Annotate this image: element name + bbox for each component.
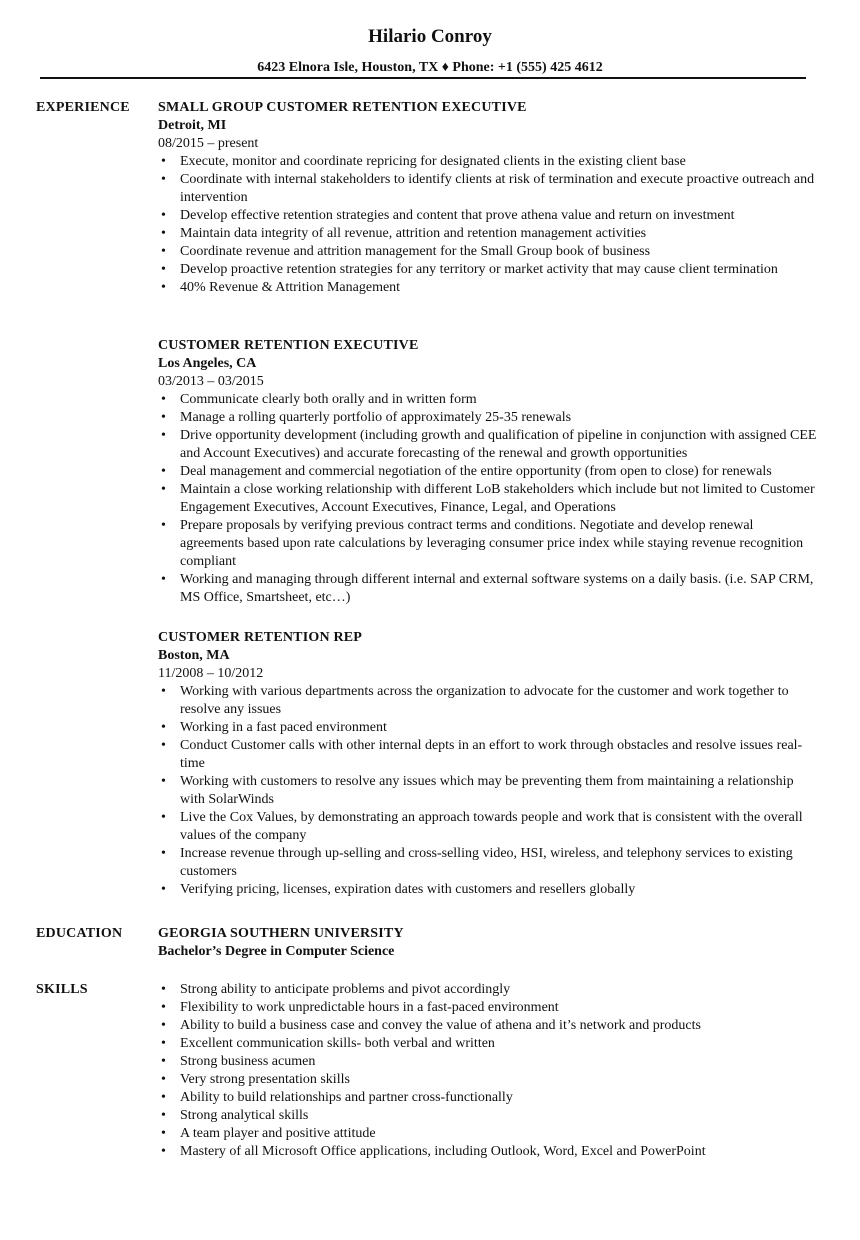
list-item: • Develop effective retention strategies and content that prove athena value and return on investment [158, 207, 818, 225]
list-item: • Strong ability to anticipate problems and pivot accordingly [158, 981, 818, 999]
list-item: • Ability to build a business case and convey the value of athena and it’s network and products [158, 1017, 818, 1035]
job-title: CUSTOMER RETENTION EXECUTIVE [158, 338, 419, 353]
job-entry [158, 629, 818, 899]
list-item: • Strong analytical skills [158, 1107, 818, 1125]
list-item: • Coordinate with internal stakeholders to identify clients at risk of termination and execute proactive outreach and intervention [158, 171, 818, 207]
list-item: • Execute, monitor and coordinate repricing for designated clients in the existing client base [158, 153, 818, 171]
list-item: • Strong business acumen [158, 1053, 818, 1071]
job-dates: 08/2015 – present [158, 136, 259, 151]
list-item: • Increase revenue through up-selling and cross-selling video, HSI, wireless, and telephony services to existing customers [158, 845, 818, 881]
list-item: • Conduct Customer calls with other internal depts in an effort to work through obstacles and resolve issues real-time [158, 737, 818, 773]
school-name: GEORGIA SOUTHERN UNIVERSITY [158, 926, 404, 941]
job-dates: 11/2008 – 10/2012 [158, 666, 264, 681]
job-location: Boston, MA [158, 648, 230, 663]
section-label-skills: SKILLS [36, 982, 88, 997]
list-item: • Manage a rolling quarterly portfolio of approximately 25-35 renewals [158, 409, 818, 427]
job-entry [158, 99, 818, 297]
list-item: • Prepare proposals by verifying previous contract terms and conditions. Negotiate and develop renewal agreements based upon rate calculations by leveraging consumer price index while staying revenue recognition compliant [158, 517, 818, 571]
job-title: SMALL GROUP CUSTOMER RETENTION EXECUTIVE [158, 100, 527, 115]
education-entry [158, 925, 818, 961]
candidate-name: Hilario Conroy [368, 26, 492, 47]
job-location: Los Angeles, CA [158, 356, 257, 371]
skills-entry [158, 981, 818, 1161]
list-item: • Working with customers to resolve any issues which may be preventing them from maintaining a relationship with SolarWinds [158, 773, 818, 809]
job-dates: 03/2013 – 03/2015 [158, 374, 264, 389]
job-location: Detroit, MI [158, 118, 227, 133]
list-item: • Working and managing through different internal and external software systems on a daily basis. (i.e. SAP CRM, MS Office, Smartsheet, etc…) [158, 571, 818, 607]
list-item: • Drive opportunity development (including growth and qualification of pipeline in conjunction with assigned CEE and Account Executives) and accurate forecasting of the renewal and growth opportunities [158, 427, 818, 463]
job-bullets [158, 391, 818, 607]
job-entry [158, 337, 818, 607]
list-item: • Communicate clearly both orally and in written form [158, 391, 818, 409]
job-bullets [158, 153, 818, 297]
list-item: • Ability to build relationships and partner cross-functionally [158, 1089, 818, 1107]
list-item: • Maintain a close working relationship with different LoB stakeholders which include but not limited to Customer Engagement Executives, Account Executives, Finance, Legal, and Operations [158, 481, 818, 517]
header-divider [40, 77, 806, 79]
list-item: • Very strong presentation skills [158, 1071, 818, 1089]
list-item: • Flexibility to work unpredictable hours in a fast-paced environment [158, 999, 818, 1017]
list-item: • A team player and positive attitude [158, 1125, 818, 1143]
section-label-education: EDUCATION [36, 926, 123, 941]
list-item: • 40% Revenue & Attrition Management [158, 279, 818, 297]
list-item: • Working in a fast paced environment [158, 719, 818, 737]
skills-list [158, 981, 818, 1161]
contact-line: 6423 Elnora Isle, Houston, TX ♦ Phone: +1 (555) 425 4612 [257, 60, 603, 75]
section-label-experience: EXPERIENCE [36, 100, 130, 115]
list-item: • Live the Cox Values, by demonstrating an approach towards people and work that is consistent with the overall values of the company [158, 809, 818, 845]
list-item: • Mastery of all Microsoft Office applications, including Outlook, Word, Excel and PowerPoint [158, 1143, 818, 1161]
degree: Bachelor’s Degree in Computer Science [158, 944, 395, 959]
list-item: • Excellent communication skills- both verbal and written [158, 1035, 818, 1053]
job-bullets [158, 683, 818, 899]
list-item: • Maintain data integrity of all revenue, attrition and retention management activities [158, 225, 818, 243]
list-item: • Coordinate revenue and attrition management for the Small Group book of business [158, 243, 818, 261]
job-title: CUSTOMER RETENTION REP [158, 630, 363, 645]
list-item: • Develop proactive retention strategies for any territory or market activity that may cause client termination [158, 261, 818, 279]
list-item: • Deal management and commercial negotiation of the entire opportunity (from open to close) for renewals [158, 463, 818, 481]
list-item: • Working with various departments across the organization to advocate for the customer and work together to resolve any issues [158, 683, 818, 719]
list-item: • Verifying pricing, licenses, expiration dates with customers and resellers globally [158, 881, 818, 899]
